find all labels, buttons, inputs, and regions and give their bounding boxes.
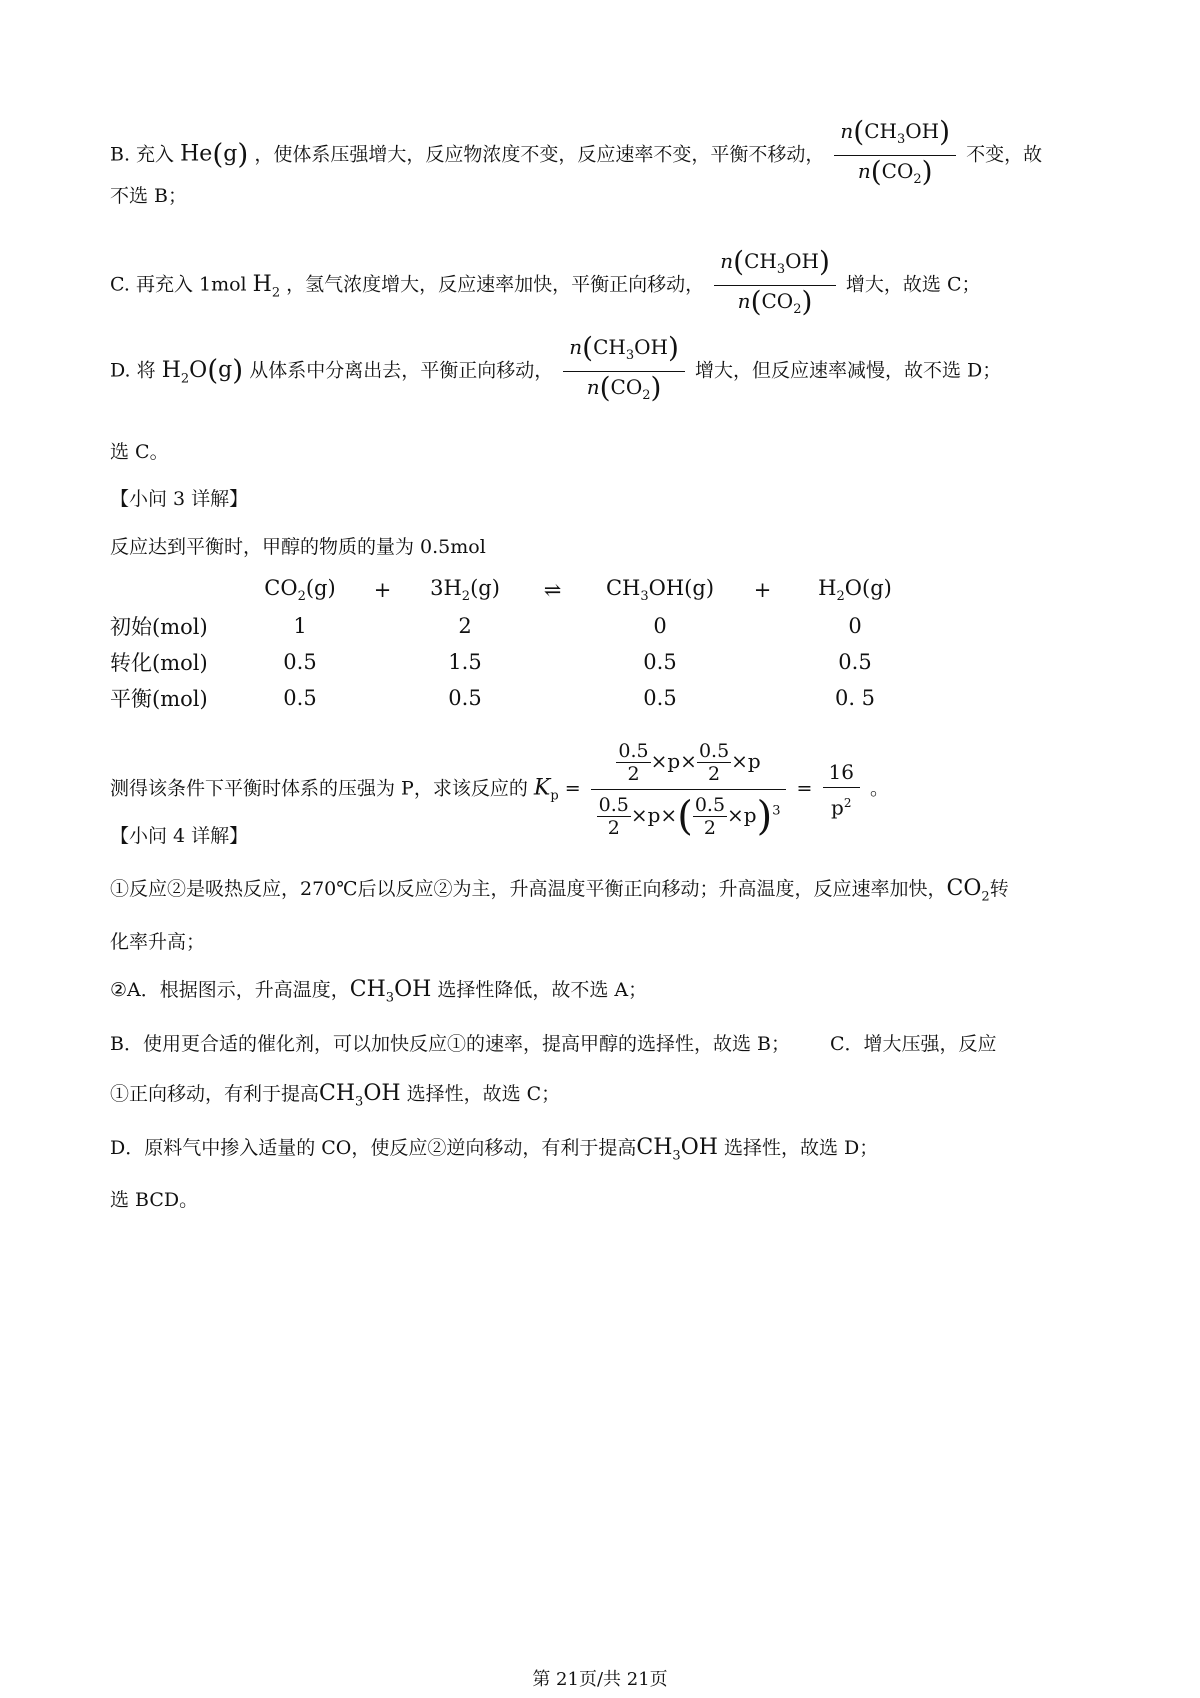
q4-line-5: ①正向移动，有利于提高$CH_3OH$ 选择性，故选 C； [110,1081,561,1110]
table-row: 平衡(mol) 0.5 0.5 0.5 0. 5 [110,686,876,711]
option-d-text-1: D. 将 [110,359,156,382]
kp-fraction: $\frac{0.5}{2}$ ×p× $\frac{0.5}{2}$ ×p $\frac{0.5}{2}$ ×p×( $\frac{0.5}{2}$ ×p)$^3$ [591,740,787,839]
kp-expression: 测得该条件下平衡时体系的压强为 P，求该反应的 $K_p$ = $\frac{0.5}{2}$ ×p× $\frac{0.5}{2}$ ×p $\frac{0.5}{2}$ ×p×( $\frac{0.5}{2}$ ×p)$^3$ = $\frac{16}{p^2}$ 。 [110,740,890,840]
answer-line-1: 选 C。 [110,441,169,463]
ratio-fraction: $\frac{n(CH_3OH)}{n(CO_2)}$ [834,118,956,193]
table-row: 初始(mol) 1 2 0 0 [110,614,862,639]
ratio-fraction: $\frac{n(CH_3OH)}{n(CO_2)}$ [714,248,836,323]
equation-co2: $CO_2(g)$ [264,575,336,605]
option-b-text-2: ，使体系压强增大，反应物浓度不变，反应速率不变，平衡不移动， [254,143,825,166]
equilibrium-table [110,572,925,716]
gas-state: g [223,141,238,167]
helium-formula: He [180,141,213,167]
option-d-text-3: 增大，但反应速率减慢，故不选 D； [694,359,1002,382]
kp-text: 测得该条件下平衡时体系的压强为 P，求该反应的 [110,777,528,800]
option-c-text-1: C. 再充入 1mol [110,273,247,296]
ratio-fraction: $\frac{n(CH_3OH)}{n(CO_2)}$ [563,334,685,409]
option-b-text-1: B. 充入 [110,143,175,166]
option-b-line: B. 充入 He(g) ，使体系压强增大，反应物浓度不变，反应速率不变，平衡不移动， $\frac{n(CH_3OH)}{n(CO_2)}$ 不变，故 [110,118,1042,193]
equation-ch3oh: $CH_3OH(g)$ [605,575,715,605]
answer-line-2: 选 BCD。 [110,1189,199,1211]
option-c-line: C. 再充入 1mol $H_2$ ，氢气浓度增大，反应速率加快，平衡正向移动， $\frac{n(CH_3OH)}{n(CO_2)}$ 增大，故选 C； [110,248,981,323]
option-c-text-2: ，氢气浓度增大，反应速率加快，平衡正向移动， [286,273,705,296]
plus-sign: + [373,578,392,602]
kp-result: $\frac{16}{p^2}$ [823,759,860,821]
q4-line-6: D．原料气中掺入适量的 CO，使反应②逆向移动，有利于提高$CH_3OH$ 选择性，故选 D； [110,1135,879,1164]
section-heading-q4: 【小问 4 详解】 [110,825,249,847]
option-b-continued: 不选 B； [110,185,188,207]
q4-line-3: ②A．根据图示，升高温度，$CH_3OH$ 选择性降低，故不选 A； [110,977,648,1006]
q3-intro: 反应达到平衡时，甲醇的物质的量为 0.5mol [110,536,486,558]
equilibrium-arrow: ⇌ [543,578,562,602]
plus-sign: + [753,578,772,602]
section-heading-q3: 【小问 3 详解】 [110,488,249,510]
q4-line-1: ①反应②是吸热反应，270℃后以反应②为主，升高温度平衡正向移动；升高温度，反应速率加快，$CO_2$转 [110,876,1009,905]
table-row: 转化(mol) 0.5 1.5 0.5 0.5 [110,650,872,675]
q4-line-4: B．使用更合适的催化剂，可以加快反应①的速率，提高甲醇的选择性，故选 B； C．增大压强，反应 [110,1033,997,1055]
page-footer: 第 21页/共 21页 [532,1669,668,1690]
option-d-line: D. 将 $H_2O(g)$ 从体系中分离出去，平衡正向移动， $\frac{n(CH_3OH)}{n(CO_2)}$ 增大，但反应速率减慢，故不选 D； [110,334,1001,409]
option-c-text-3: 增大，故选 C； [845,273,981,296]
option-b-text-3: 不变，故 [966,143,1043,166]
q4-line-2: 化率升高； [110,931,206,953]
equation-row [110,572,925,608]
option-d-text-2: 从体系中分离出去，平衡正向移动， [249,359,554,382]
equation-h2o: $H_2O(g)$ [818,575,892,605]
equation-h2: $3H_2(g)$ [430,575,500,605]
